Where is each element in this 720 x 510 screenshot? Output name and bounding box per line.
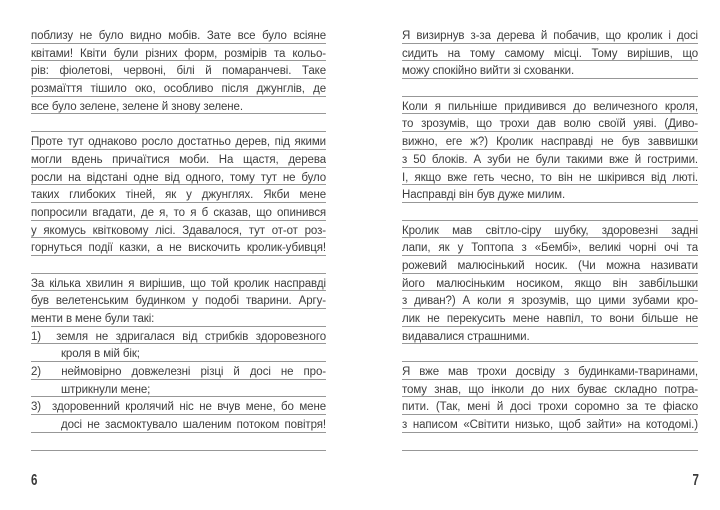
- text-line: горнуться події казки, а не вискочить кролик-убивця!: [31, 238, 326, 256]
- text-line: Проте тут однаково росло достатньо дерев, під якими: [31, 132, 326, 150]
- text-line: то зрозумів, що трохи дав волю своїй уяві. (Диво-: [402, 114, 698, 132]
- ruled-line: [402, 433, 698, 451]
- text-line: з диван?) А коли я зрозумів, що цими зубами кро-: [402, 291, 698, 309]
- ruled-line: [31, 114, 326, 132]
- text-line: у якомусь квітковому лісі. Здавалося, тут от-от роз-: [31, 221, 326, 239]
- text-line: з написом «Світити низько, щоб зайти» на котодомі.): [402, 415, 698, 433]
- text-line: тому знав, що інколи до них буває складно потра-: [402, 380, 698, 398]
- text-line: менти в мене були такі:: [31, 309, 326, 327]
- text-line: квітами! Квіти були різних форм, розмірів та кольо-: [31, 44, 326, 62]
- ruled-line: [402, 79, 698, 97]
- text-line: Я вже мав трохи досвіду з будинками-тваринами,: [402, 362, 698, 380]
- text-line: таких глибоких тіней, як у джунглях. Якби мене: [31, 185, 326, 203]
- text-line: все було зелене, зелене й знову зелене.: [31, 97, 326, 115]
- text-line: І, якщо вже геть чесно, то він не шкірився від люті.: [402, 168, 698, 186]
- text-line: кроля в мій бік;: [31, 344, 326, 362]
- text-line: лапи, як у Топтопа з «Бембі», великі чорні очі та: [402, 238, 698, 256]
- text-line: Коли я пильніше придивився до величезного кроля,: [402, 97, 698, 115]
- text-line: пити. (Так, мені й досі трохи соромно за те фіаско: [402, 397, 698, 415]
- text-line: могли вдень причаїтися моби. На щастя, дерева: [31, 150, 326, 168]
- text-line: сидить на тому самому місці. Тому вирішив, що: [402, 44, 698, 62]
- text-line: 1) земля не здригалася від стрибків здоровезного: [31, 327, 326, 345]
- page-number-left: 6: [31, 472, 38, 489]
- text-line: з 50 блоків. А зуби не були такими вже й гострими.: [402, 150, 698, 168]
- text-line: можу спокійно вийти зі схованки.: [402, 61, 698, 79]
- text-line: 3) здоровенний кролячий ніс не вчув мене, бо мене: [31, 397, 326, 415]
- page-number-right: 7: [692, 472, 699, 489]
- text-line: поблизу не було видно мобів. Зате все було всіяне: [31, 26, 326, 44]
- text-line: штрикнули мене;: [31, 380, 326, 398]
- book-page-left: [31, 26, 326, 451]
- text-line: лик не перекусить мене навпіл, то вони більше не: [402, 309, 698, 327]
- text-line: Насправді він був дуже милим.: [402, 185, 698, 203]
- text-line: Кролик мав світло-сіру шубку, здоровезні задні: [402, 221, 698, 239]
- text-line: видавалися страшними.: [402, 327, 698, 345]
- text-line: досі не засмоктувало шаленим потоком повітря!: [31, 415, 326, 433]
- text-line: 2) неймовірно довжелезні різці й досі не про-: [31, 362, 326, 380]
- book-page-right: [402, 26, 698, 451]
- text-line: Я визирнув з-за дерева й побачив, що кролик і досі: [402, 26, 698, 44]
- text-line: попросили вгадати, де я, то я б сказав, що опинився: [31, 203, 326, 221]
- text-line: був велетенським будинком у подобі тварини. Аргу-: [31, 291, 326, 309]
- ruled-line: [402, 344, 698, 362]
- text-line: росли на відстані одне від одного, тому тут не було: [31, 168, 326, 186]
- text-line: За кілька хвилин я вирішив, що той кролик насправді: [31, 274, 326, 292]
- ruled-line: [31, 433, 326, 451]
- text-line: розмаїття тішило око, особливо після джунглів, де: [31, 79, 326, 97]
- text-line: його малюсіньким носиком, якщо він завбільшки: [402, 274, 698, 292]
- ruled-line: [31, 256, 326, 274]
- text-line: рожевий малюсінький носик. (Чи можна називати: [402, 256, 698, 274]
- text-line: рів: фіолетові, червоні, білі й помаранчеві. Таке: [31, 61, 326, 79]
- text-line: вижно, еге ж?) Кролик насправді не був заввишки: [402, 132, 698, 150]
- ruled-line: [402, 203, 698, 221]
